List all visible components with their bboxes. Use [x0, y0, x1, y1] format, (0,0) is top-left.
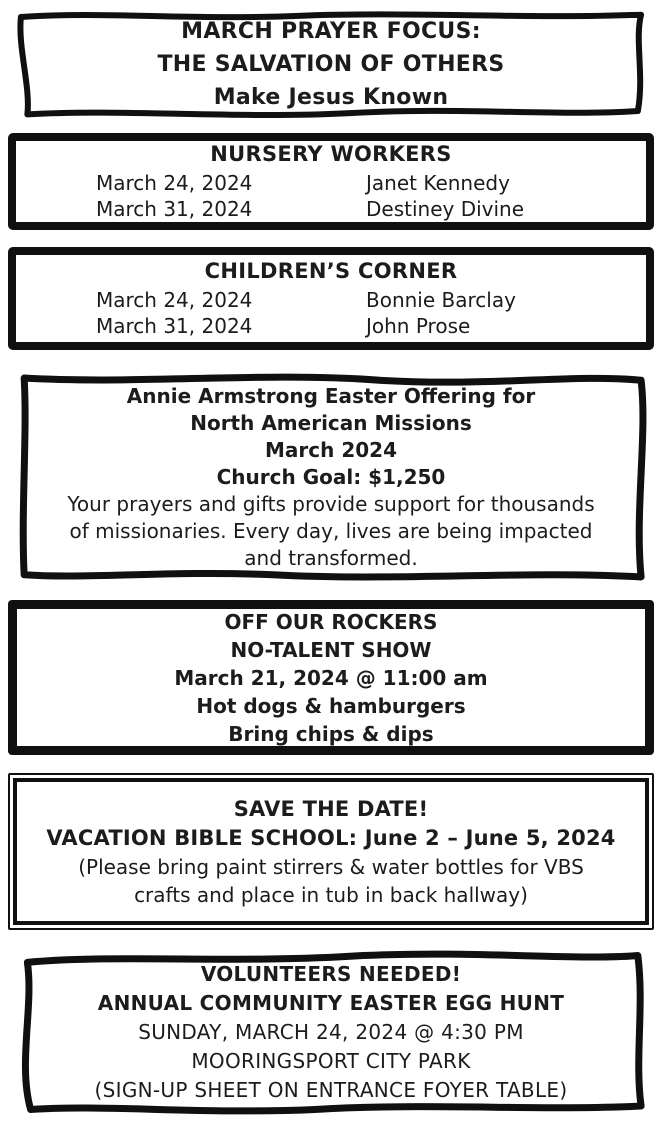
roster-name: Janet Kennedy [366, 171, 510, 195]
roster-date: March 24, 2024 [96, 288, 253, 312]
prayer-focus-line-3: Make Jesus Known [213, 84, 449, 110]
roster-name: John Prose [366, 314, 471, 338]
offering-heading-3: March 2024 [265, 438, 397, 462]
roster-name: Bonnie Barclay [366, 288, 516, 312]
egg-hunt-date: SUNDAY, MARCH 24, 2024 @ 4:30 PM [138, 1020, 524, 1044]
roster-row [16, 170, 646, 196]
egg-hunt-line-1: VOLUNTEERS NEEDED! [200, 962, 462, 986]
nursery-workers-box [8, 133, 654, 230]
easter-offering-box [8, 367, 654, 588]
childrens-corner-title: CHILDREN’S CORNER [204, 259, 458, 283]
roster-row [16, 287, 646, 313]
roster-row [16, 196, 646, 222]
vbs-save-the-date-box [8, 773, 654, 930]
offering-body-3: and transformed. [244, 546, 418, 570]
rockers-food-1: Hot dogs & hamburgers [196, 693, 466, 718]
egg-hunt-signup: (SIGN-UP SHEET ON ENTRANCE FOYER TABLE) [94, 1078, 568, 1102]
roster-name: Destiney Divine [366, 197, 525, 221]
rockers-line-2: NO-TALENT SHOW [230, 637, 432, 662]
offering-body-2: of missionaries. Every day, lives are being impacted [69, 519, 593, 543]
nursery-workers-title: NURSERY WORKERS [210, 142, 452, 166]
prayer-focus-line-1: MARCH PRAYER FOCUS: [181, 18, 481, 44]
roster-date: March 31, 2024 [96, 197, 253, 221]
bulletin-page [0, 8, 662, 1134]
offering-goal: Church Goal: $1,250 [216, 465, 446, 489]
roster-date: March 24, 2024 [96, 171, 253, 195]
prayer-focus-box [8, 8, 654, 120]
egg-hunt-box [8, 947, 654, 1118]
rockers-food-2: Bring chips & dips [228, 721, 434, 746]
childrens-corner-box [8, 247, 654, 350]
vbs-line-2: VACATION BIBLE SCHOOL: June 2 – June 5, 2024 [46, 825, 616, 850]
offering-body-1: Your prayers and gifts provide support for thousands [67, 492, 595, 516]
vbs-line-1: SAVE THE DATE! [233, 796, 429, 821]
roster-date: March 31, 2024 [96, 314, 253, 338]
prayer-focus-line-2: THE SALVATION OF OTHERS [157, 51, 505, 77]
offering-heading-2: North American Missions [190, 411, 472, 435]
egg-hunt-location: MOORINGSPORT CITY PARK [191, 1049, 471, 1073]
vbs-line-4: crafts and place in tub in back hallway) [134, 882, 528, 907]
egg-hunt-line-2: ANNUAL COMMUNITY EASTER EGG HUNT [97, 991, 565, 1015]
childrens-roster [16, 287, 646, 339]
vbs-inner-frame [13, 778, 649, 925]
roster-row [16, 313, 646, 339]
offering-heading-1: Annie Armstrong Easter Offering for [126, 384, 536, 408]
nursery-roster [16, 170, 646, 222]
rockers-line-1: OFF OUR ROCKERS [224, 609, 438, 634]
no-talent-show-box [8, 600, 654, 755]
vbs-line-3: (Please bring paint stirrers & water bottles for VBS [78, 854, 584, 879]
rockers-date: March 21, 2024 @ 11:00 am [174, 665, 488, 690]
